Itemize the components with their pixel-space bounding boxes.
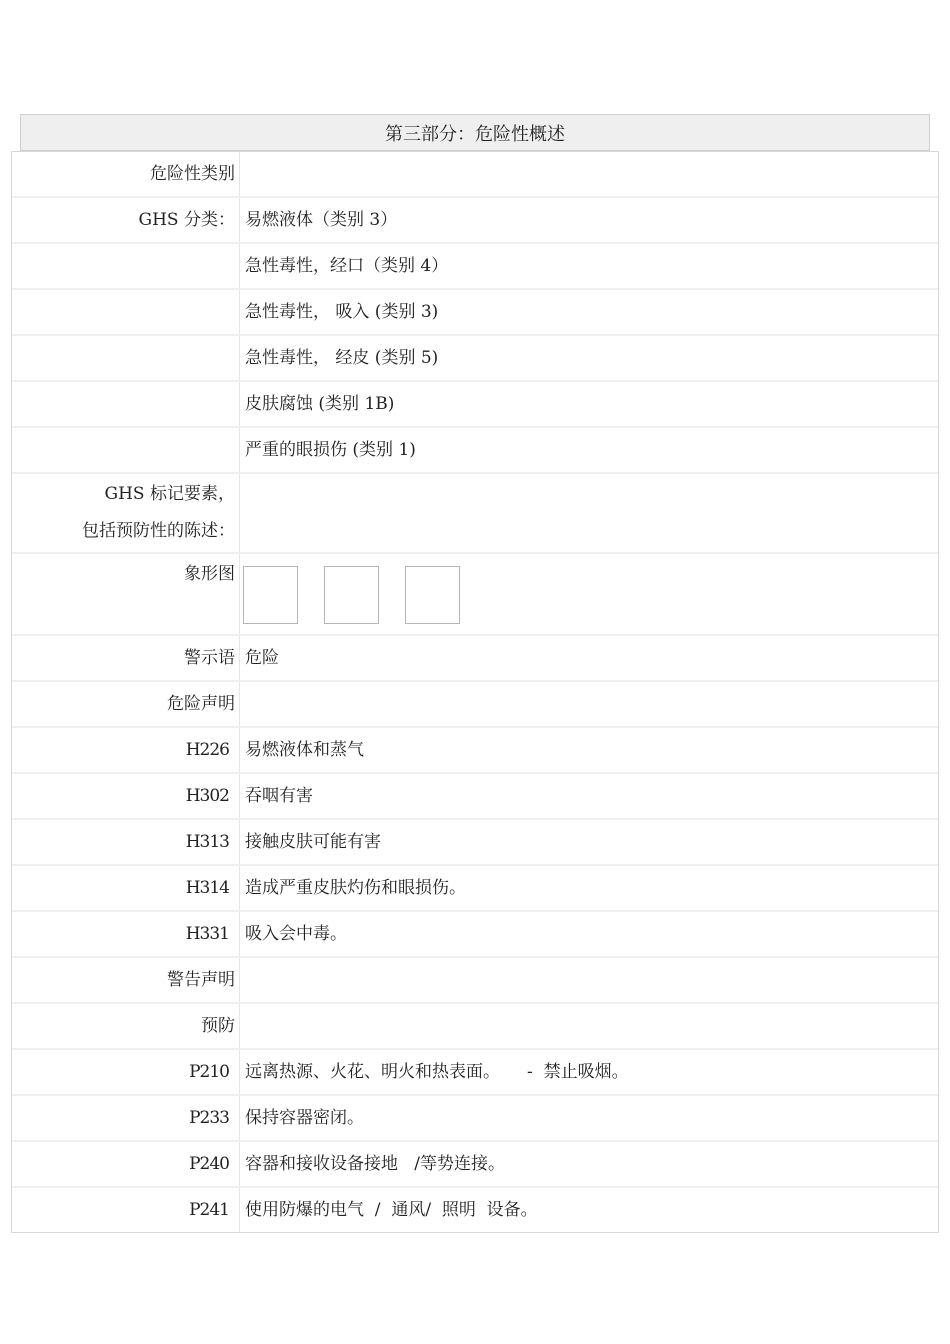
hazard-statements-header-row xyxy=(12,680,938,726)
hazard-code: H226 xyxy=(12,728,240,772)
table-row xyxy=(12,288,938,334)
row-label xyxy=(12,382,240,426)
hazard-table xyxy=(11,151,939,1233)
precautionary-code: P210 xyxy=(12,1050,240,1094)
precautionary-text: 容器和接收设备接地 /等势连接。 xyxy=(245,1154,505,1174)
precautionary-text: 保持容器密闭。 xyxy=(245,1108,364,1128)
hazard-code: H314 xyxy=(12,866,240,910)
precautionary-statement-row xyxy=(12,1094,938,1140)
row-label: GHS 分类： xyxy=(12,198,240,242)
signal-word-label: 警示语 xyxy=(12,636,240,680)
precautionary-text: 使用防爆的电气 / 通风/ 照明 设备。 xyxy=(245,1200,538,1220)
ghs-elements-label xyxy=(12,474,240,552)
corrosion-pictogram-icon xyxy=(405,566,460,624)
ghs-elements-value xyxy=(240,474,938,552)
skull-pictogram-icon xyxy=(324,566,379,624)
row-label xyxy=(12,336,240,380)
row-value: 急性毒性， 经皮 (类别 5) xyxy=(245,348,439,368)
precautionary-code: P233 xyxy=(12,1096,240,1140)
table-row xyxy=(12,196,938,242)
section-title: 第三部分：危险性概述 xyxy=(20,114,930,151)
row-label xyxy=(12,428,240,472)
ghs-elements-row xyxy=(12,472,938,552)
hazard-text: 造成严重皮肤灼伤和眼损伤。 xyxy=(245,878,466,898)
signal-word-value: 危险 xyxy=(245,648,279,668)
hazard-statement-row xyxy=(12,818,938,864)
hazard-code: H331 xyxy=(12,912,240,956)
row-value: 急性毒性， 吸入 (类别 3) xyxy=(245,302,439,322)
hazard-text: 吞咽有害 xyxy=(245,786,313,806)
ghs-elements-label-line2: 包括预防性的陈述： xyxy=(82,521,235,541)
row-value: 严重的眼损伤 (类别 1) xyxy=(245,440,416,460)
precautionary-statement-row xyxy=(12,1186,938,1232)
prevention-header-row xyxy=(12,1002,938,1048)
hazard-text: 易燃液体和蒸气 xyxy=(245,740,364,760)
pictogram-group xyxy=(240,554,460,634)
hazard-code: H313 xyxy=(12,820,240,864)
hazard-statement-row xyxy=(12,910,938,956)
hazard-statement-row xyxy=(12,864,938,910)
table-row xyxy=(12,380,938,426)
hazard-text: 吸入会中毒。 xyxy=(245,924,347,944)
table-row xyxy=(12,242,938,288)
table-row xyxy=(12,151,938,196)
row-value: 易燃液体（类别 3） xyxy=(245,210,398,230)
precautionary-code: P240 xyxy=(12,1142,240,1186)
hazard-code: H302 xyxy=(12,774,240,818)
hazard-text: 接触皮肤可能有害 xyxy=(245,832,381,852)
table-row xyxy=(12,426,938,472)
row-label xyxy=(12,290,240,334)
precautionary-statements-header-row xyxy=(12,956,938,1002)
precautionary-code: P241 xyxy=(12,1188,240,1232)
row-value: 急性毒性，经口（类别 4） xyxy=(245,256,449,276)
row-value xyxy=(240,152,938,196)
pictogram-label: 象形图 xyxy=(12,554,240,634)
hazard-statements-label: 危险声明 xyxy=(12,682,240,726)
hazard-statement-row xyxy=(12,772,938,818)
hazard-statement-row xyxy=(12,726,938,772)
row-value: 皮肤腐蚀 (类别 1B) xyxy=(245,394,395,414)
precautionary-statements-label: 警告声明 xyxy=(12,958,240,1002)
table-row xyxy=(12,334,938,380)
signal-word-row xyxy=(12,634,938,680)
pictogram-row xyxy=(12,552,938,634)
precautionary-text: 远离热源、火花、明火和热表面。 - 禁止吸烟。 xyxy=(245,1062,629,1082)
prevention-label: 预防 xyxy=(12,1004,240,1048)
row-label: 危险性类别 xyxy=(12,152,240,196)
precautionary-statement-row xyxy=(12,1140,938,1186)
precautionary-statement-row xyxy=(12,1048,938,1094)
ghs-elements-label-line1: GHS 标记要素， xyxy=(104,484,235,504)
row-label xyxy=(12,244,240,288)
flame-pictogram-icon xyxy=(243,566,298,624)
